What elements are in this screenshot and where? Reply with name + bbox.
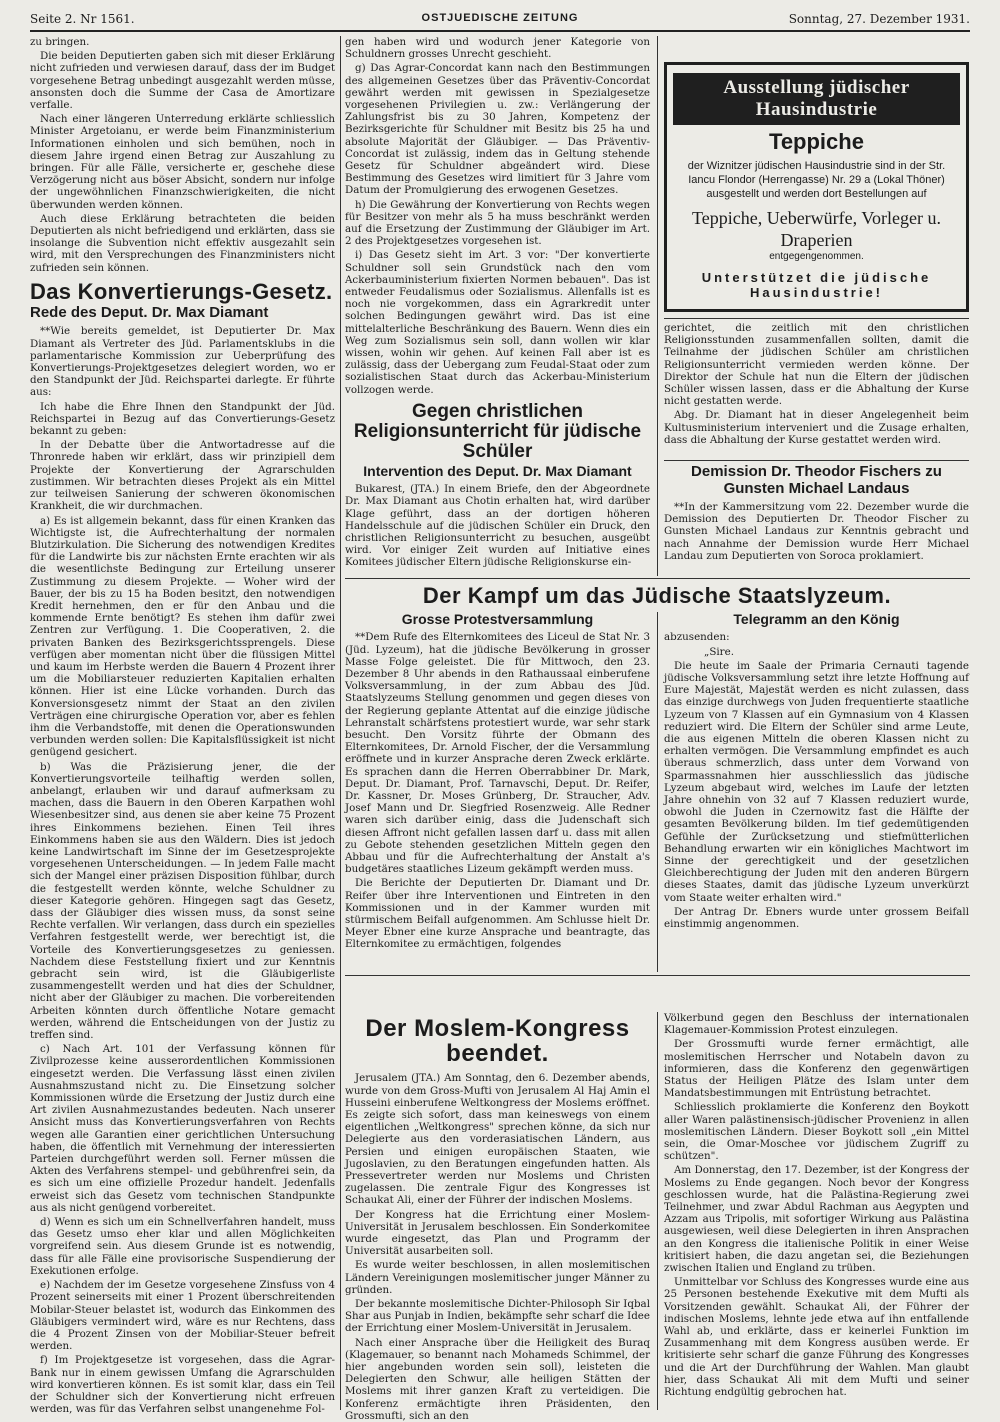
article-paragraph: Der Kongress hat die Errichtung einer Moslem-Universität in Jerusalem beschlossen. Ein Sonderkomitee wurde eingesetzt, das Plan und Programm der Universität ausarbeiten soll. (345, 1208, 650, 1258)
section-rule (664, 318, 969, 319)
article-paragraph: Völkerbund gegen den Beschluss der internationalen Klagemauer-Kommission Protest einzulegen. (664, 1012, 969, 1037)
page-number: Seite 2. Nr 1561. (30, 12, 135, 26)
ad-items: Teppiche, Ueberwürfe, Vorleger u. Draperien (692, 208, 941, 250)
article-paragraph: a) Es ist allgemein bekannt, dass für einen Kranken das Wichtigste ist, die Aufrechterhaltung der normalen Blutzirkulation. Die Sicherung des notwendigen Kredites für die Landwirte bis zur nächsten Ernte erachten wir als die wesentlichste Bedingung zur Erteilung unserer Zustimmung zu diesem Projekte. — Woher wird der Bauer, der bis zu 15 ha Boden besitzt, den notwendigen Kredit hernehmen, den er für den Anbau und die kommende Ernte benötigt? Es stehen ihm dafür zwei Zentren zur Verfügung. 1. Die Cooperativen, 2. die privaten Banken des Bezirksgerichtssprengels. Diese verfügen aber momentan nicht über die flüssigen Mittel und kaum im Herbste werden die Bauern 4 Prozent ihrer um die Mobiliarsteuer reduzierten Kapitalien erhalten können. Hier ist eine Lücke vorhanden. Durch das Konversionsgesetz nimmt der Staat an den zivilen Verträgen eine chirurgische Operation vor, aber es fehlen ihm die Verbandstoffe, mit denen die Operationswunden verbunden werden sollen: Die Kapitalsflüssigkeit ist nicht genügend gesichert. (30, 514, 335, 759)
column-rule (340, 36, 341, 1410)
article-paragraph: Am Donnerstag, den 17. Dezember, ist der Kongress der Moslems zu Ende gegangen. Noch bevor der Kongress geschlossen wurde, hat die Palästina-Regierung zwei Teilnehmer, und zwar Abdul Rachman aus Aegypten und Azzam aus Tripolis, mit sofortiger Wirkung aus Palästina ausgewiesen, weil diese Delegierten in ihren Ansprachen an den Kongress die italienische Politik in einer Weise kritisiert haben, die dazu angetan sei, die Beziehungen zwischen Italien und England zu trüben. (664, 1164, 969, 1275)
article-headline-moslem: Der Moslem-Kongress beendet. (365, 1015, 630, 1068)
issue-date: Sonntag, 27. Dezember 1931. (788, 12, 970, 26)
article-paragraph: „Sire. (704, 645, 734, 658)
article-headline-staatslyzeum: Der Kampf um das Jüdische Staatslyzeum. (422, 583, 892, 608)
column-2 (345, 36, 650, 569)
article-headline-demission: Demission Dr. Theodor Fischers zu Gunsten Michael Landaus (691, 463, 942, 497)
article-paragraph: Unmittelbar vor Schluss des Kongresses wurde eine aus 25 Personen bestehende Exekutive mit dem Mufti als Vorsitzenden gewählt. Schaukat Ali, der Führer der indischen Moslems, lehnte jede etwa auf ihn entfallende Wahl ab, und erklärte, dass er keinerlei Funktion im Zusammenhang mit dem Kongress ausüben werde. Er kritisierte sehr scharf die ganze Führung des Kongresses und die Art der Durchführung der Wahlen. Man glaubt hier, dass Schaukat Ali mit dem Mufti und seiner Richtung endgültig gebrochen hat. (664, 1276, 969, 1399)
article-paragraph: **In der Kammersitzung vom 22. Dezember wurde die Demission des Deputierten Dr. Theodor Fischer zu Gunsten Michael Landaus zur Kenntnis gebracht und nach Annahme der Demission wurde Herr Michael Landau zum Deputierten von Soroca proklamiert. (664, 501, 969, 562)
article-paragraph: Bukarest, (JTA.) In einem Briefe, den der Abgeordnete Dr. Max Diamant aus Chotin erhalten hat, wird darüber Klage geführt, dass an der dortigen höheren Handelsschule auf die jüdischen Schüler ein Druck, den christlichen Religionsunterricht zu besuchen, ausgeübt wird. Vor einiger Zeit wurden auf Initiative eines Komitees jüdischer Eltern jüdische Religionskurse ein- (345, 483, 650, 569)
column-3-lower (664, 322, 969, 578)
article-paragraph: i) Das Gesetz sieht im Art. 3 vor: "Der konvertierte Schuldner soll sein Grundstück nach den vom Ackerbauministerium fixierten Normen bebauen". Das ist entweder Feudalismus oder Sozialismus. Allenfalls ist es noch nie vorgekommen, dass ein Agrarkredit unter solchen Bedingungen gewährt wird. Das ist eine mittelalterliche Beschränkung des Bauern. Wenn dies ein Weg zum Sozialismus sein soll, dann wollen wir klar wissen, wohin wir gehen. Auf keinen Fall aber ist es zulässig, dass der Uebergang zum Feudal-Staat oder zum sozialistischen Staat durch das Ackerbau-Ministerium vollzogen werde. (345, 249, 650, 396)
article-paragraph: Auch diese Erklärung betrachteten die beiden Deputierten als nicht befriedigend und erklärten, dass sie insolange die Subvention nicht effektiv ausgezahlt sein wird, mit den Versprechungen des Finanzministers nicht zufrieden sein können. (30, 212, 335, 274)
article-paragraph: b) Was die Präzisierung jener, die der Konvertierungsvorteile teilhaftig werden sollen, anbelangt, erlauben wir und darauf aufmerksam zu machen, dass die Bauern in den Oberen Karpathen wohl Wiesenbesitzer sind, aus denen sie aber keine 75 Prozent ihres Einkommens beziehen. Einen Teil ihres Einkommens haben sie aus den Wäldern. Dies ist jedoch keine Landwirtschaft im Sinne der im Gesetzesprojekte vorgesehenen Unterscheidungen. — In jedem Falle macht sich der Mangel einer präzisen Disposition fühlbar, durch die festgestellt werden könnte, welche Schuldner zu dieser Kategorie gehören. Hingegen sagt das Gesetz, dass der Gläubiger dies wissen muss, da sonst seine Rechte verfallen. Wir verlangen, dass durch ein spezielles Verfahren festgestellt werde, wer berechtigt ist, die Vorteile des Konvertierungsgesetzes zu geniessen. Nachdem diese Feststellung fixiert und zur Kenntnis gebracht sein wird, ist die Gläubigerliste zusammengestellt werden und hat dies der Schuldner, nicht aber der Gläubiger zu machen. Die vorbereitenden Arbeiten könnten durch öffentliche Notare gemacht werden, während die Entscheidungen von der Justiz zu treffen sind. (30, 760, 335, 1042)
ad-slogan: Unterstützet die jüdische Hausindustrie! (701, 270, 932, 300)
article-paragraph: Nach einer Ansprache über die Heiligkeit des Buraq (Klagemauer, so benannt nach Mohameds Schimmel, der hier angebunden worden sein soll), leisteten die Delegierten den Schwur, alle heiligen Stätten der Moslems mit ihrer ganzen Kraft zu verteidigen. Die Konferenz ermächtigte ihren Präsidenten, den Grossmufti, sich an den (345, 1336, 650, 1422)
section-rule (345, 975, 970, 976)
column-1 (30, 36, 335, 1416)
article-paragraph: Es wurde weiter beschlossen, in allen moslemitischen Ländern Vereinigungen moslemitischer junger Männer zu gründen. (345, 1259, 650, 1296)
article-paragraph: zu bringen. (30, 36, 90, 48)
article-paragraph: abzusenden: (664, 631, 730, 644)
column-rule (657, 36, 658, 576)
article-paragraph: Ich habe die Ehre Ihnen den Standpunkt der Jüd. Reichspartei in Bezug auf das Convertierungs-Gesetz bekannt zu geben: (30, 400, 335, 438)
article-paragraph: Der Grossmufti wurde ferner ermächtigt, alle moslemitischen Herrscher und Notabeln davon zu informieren, dass die Konferenz den gegenwärtigen Status der Heiligen Plätze des Islam unter dem Mandatsbestimmungen mit Entrüstung betrachtet. (664, 1038, 969, 1100)
article-paragraph: Die Berichte der Deputierten Dr. Diamant und Dr. Reifer über ihre Interventionen und Eintreten in den Kommissionen und in der Kammer wurden mit stürmischem Beifall aufgenommen. Am Schlusse hielt Dr. Meyer Ebner eine kurze Ansprache und beantragte, das Elternkomitee zu ermächtigen, folgendes (345, 877, 650, 951)
article-paragraph: gen haben wird und wodurch jener Kategorie von Schuldnern grosses Unrecht geschieht. (345, 36, 650, 61)
newspaper-title: OSTJUEDISCHE ZEITUNG (421, 12, 579, 24)
moslem-left (345, 1012, 650, 1422)
article-headline-religion: Gegen christlichen Religionsunterricht für jüdische Schüler (353, 400, 642, 462)
ad-banner: Ausstellung jüdischer Hausindustrie (673, 73, 960, 125)
article-paragraph: d) Wenn es sich um ein Schnellverfahren handelt, muss das Gesetz umso eher klar und allen Möglichkeiten vorgreifend sein. Aus diesem Grunde ist es notwendig, dass für alle Fälle eine provisorische Suspendierung der Exekutionen erfolge. (30, 1216, 335, 1277)
article-subheadline: Intervention des Deput. Dr. Max Diamant (363, 462, 632, 479)
article-paragraph: **Wie bereits gemeldet, ist Deputierter Dr. Max Diamant als Vertreter des Jüd. Parlamentsklubs in die parlamentarische Kommission zur Ueberprüfung des Konvertierungs-Projektgesetzes delegiert worden, wo er den Standpunkt der Jüd. Reichspartei darlegte. Er führte aus: (30, 325, 335, 399)
article-paragraph: Abg. Dr. Diamant hat in dieser Angelegenheit beim Kultusministerium interveniert und die Zusage erhalten, dass die Abhaltung der Kurse gestattet werden wird. (664, 409, 969, 446)
article-paragraph: Nach einer längeren Unterredung erklärte schliesslich Minister Argetoianu, er werde beim Finanzministerium Informationen einholen und sich bemühen, noch in diesem Jahre irgend einen Betrag zur Auszahlung zu bringen. Für alle Fälle, versicherte er, geschehe diese Verzögerung nicht aus böser Absicht, sondern nur infolge der ungewöhnlichen Finanzschwierigkeiten, die nicht überwunden werden können. (30, 113, 335, 211)
article-paragraph: f) Im Projektgesetze ist vorgesehen, dass die Agrar-Bank nur in einem gewissen Umfang die Agrarschulden wird konvertieren können. Es ist somit klar, dass ein Teil der Schuldner sich der Konvertierung nicht erfreuen werden, was für das Verfahren selbst unangenehme Fol- (30, 1354, 335, 1416)
ad-accepted: entgegengenommen. (769, 251, 864, 262)
column-rule (657, 1012, 658, 1410)
article-paragraph: **Dem Rufe des Elternkomitees des Liceul de Stat Nr. 3 (Jüd. Lyzeum), hat die jüdische Bevölkerung in grosser Masse Folge geleistet. Die für Mittwoch, den 23. Dezember 8 Uhr abends in den Rathaussaal einberufene Volksversammlung, in der zum Abbau des Jüd. Staatslyzeums Stellung genommen und gegen dieses von der Regierung geplante Attentat auf die einzige jüdische Lehranstalt schärfstens protestiert wurde, war sehr stark besucht. Den Vorsitz führte der Obmann des Elternkomitees, Dr. Arnold Fischer, der die Versammlung eröffnete und in kurzer Ansprache deren Zweck erklärte. Es sprachen dann die Herren Oberrabbiner Dr. Mark, Deput. Dr. Diamant, Prof. Tarnavschi, Deput. Dr. Reifer, Dr. Kassner, Dr. Moses Grünberg, Dr. Straucher, Adv. Josef Mann und Dr. Siegfried Rosenzweig. Alle Redner waren sich darüber einig, dass die Judenschaft sich diesen Affront nicht gefallen lassen darf u. dass mit allen zu Gebote stehenden gesetzlichen Mitteln gegen den Abbau und für die Aufrechterhaltung der Anstalt a's budgetäres staatliches Lizeum gekämpft werden muss. (345, 631, 650, 876)
article-headline-konvertierung: Das Konvertierungs-Gesetz. (30, 278, 333, 304)
page-header (30, 8, 970, 32)
article-subheadline: Grosse Protestversammlung (401, 611, 594, 627)
article-paragraph: h) Die Gewährung der Konvertierung von Rechts wegen für Besitzer von mehr als 5 ha muss beschränkt werden auf die Ersetzung der Zustimmung der Gläubiger im Art. 2 des Projektgesetzes vorgesehen ist. (345, 198, 650, 248)
article-paragraph: Jerusalem (JTA.) Am Sonntag, den 6. Dezember abends, wurde von dem Gross-Mufti von Jerusalem Al Haj Amin el Husseini einberufene Weltkongress der Moslems eröffnet. Es zeigte sich sofort, dass man keineswegs von einem eigentlichen „Weltkongress" sprechen könne, da sich nur Delegierte aus den vorderasiatischen Ländern, aus Persien und einigen europäischen Staaten, wie Jugoslavien, zu den Beratungen eingefunden hatten. Als Pressevertreter werden nur Moslems und Christen zugelassen. Die zentrale Figur des Kongresses ist Schaukat Ali, einer der Führer der indischen Moslems. (345, 1072, 650, 1207)
article-paragraph: g) Das Agrar-Concordat kann nach den Bestimmungen des allgemeinen Gesetzes über das Präventiv-Concordat gewährt werden mit gewissen in Spezialgesetze vorgesehenen Privilegien u. zw.: Verlängerung der Zahlungsfrist bis zu 30 Jahren, Kompetenz der Bezirksgerichte für Schuldner mit Besitz bis 25 ha und absolute Majorität der Gläubiger. — Das Präventiv-Concordat ist zulässig, indem das in Geltung stehende Gesetz für Schuldner abgeändert wird. Diese Bestimmung des Gesetzes wird limitiert für 3 Jahre vom Datum der Promulgierung des erwogenen Gesetzes. (345, 62, 650, 197)
moslem-right (664, 1012, 969, 1410)
article-subheadline: Telegramm an den König (733, 611, 900, 627)
article-paragraph: gerichtet, die zeitlich mit den christlichen Religionsstunden zusammenfallen sollten, damit die Teilnahme der jüdischen Schüler am christlichen Religionsunterricht vermieden werden könne. Der Direktor der Schule hat nun die Eltern der jüdischen Schüler wissen lassen, dass er die Abhaltung der Kurse nicht gestatten werde. (664, 322, 969, 408)
ad-headline: Teppiche (769, 129, 864, 154)
article-paragraph: Schliesslich proklamierte die Konferenz den Boykott aller Waren palästinensisch-jüdischer Provenienz in allen moslemitischen Ländern. Dieser Boykott soll „ein Mittel sein, die Omar-Moschee vor jüdischem Zugriff zu schützen". (664, 1101, 969, 1163)
article-paragraph: Der Antrag Dr. Ebners wurde unter grossem Beifall einstimmig angenommen. (664, 905, 969, 931)
article-paragraph: Die beiden Deputierten gaben sich mit dieser Erklärung nicht zufrieden und verwiesen darauf, dass der im Budget vorgesehene Betrag unbedingt ausgezahlt werden müsse, ansonsten doch die Summe der Casa de Amortizare verfalle. (30, 50, 335, 112)
advertisement-hausindustrie (664, 62, 969, 312)
staatslyzeum-right (664, 612, 969, 972)
article-paragraph: e) Nachdem der im Gesetze vorgesehene Zinsfuss von 4 Prozent seinerseits mit einer 1 Prozent überschreitenden Mobilar-Steuer belastet ist, wodurch das Einkommen des Gläubigers vermindert wird, wäre es nur Rechtens, dass die 4 Prozent Zinsen von der Mobiliar-Steuer befreit werden. (30, 1279, 335, 1353)
article-paragraph: c) Nach Art. 101 der Verfassung können für Zivilprozesse keine ausserordentlichen Kommissionen eingesetzt werden. Die Verfassung lässt einen zivilen Ausnahmszustand nicht zu. Die Einsetzung solcher Kommissionen würde die Ersetzung der Justiz durch eine Art zivilen Ausnahmezustandes bedeuten. Nach unserer Ansicht muss das Konvertierungsverfahren von Rechts wegen alle Garantien einer gerichtlichen Untersuchung haben, die öffentlich mit Vernehmung der interessierten Parteien durchgeführt werden soll. Ferner müssen die Akten des Verfahrens stempel- und gebührenfrei sein, da es sich um eine offizielle Prozedur handelt. Jedenfalls erweist sich das Gesetz vom technischen Standpunkte aus als nicht genügend vorbereitet. (30, 1043, 335, 1214)
staatslyzeum-left (345, 612, 650, 972)
article-paragraph: In der Debatte über die Antwortadresse auf die Thronrede haben wir erklärt, dass wir prinzipiell dem Projekte der Konvertierung der Agrarschulden zustimmen. Wir betrachten dieses Projekt als ein Mittel zur teilweisen Sanierung der schweren ökonomischen Krankheit, die wir durchmachen. (30, 439, 335, 513)
article-subheadline: Rede des Deput. Dr. Max Diamant (30, 303, 269, 321)
column-rule (657, 612, 658, 972)
ad-text: der Wiznitzer jüdischen Hausindustrie sind in der Str. Iancu Flondor (Herrengasse) Nr. 29 a (Lokal Thöner) ausgestellt und werden dort Bestellungen auf (687, 160, 946, 200)
article-paragraph: Der bekannte moslemitische Dichter-Philosoph Sir Iqbal Shar aus Punjab in Indien, bekämpfte sehr scharf die Idee der Errichtung einer Moslem-Universität in Jerusalem. (345, 1298, 650, 1335)
article-paragraph: Die heute im Saale der Primaria Cernauti tagende jüdische Volksversammlung setzt ihre letzte Hoffnung auf Eure Majestät, Majestät werden es nicht zulassen, dass das einzige durchwegs von Juden frequentierte staatliche Lyzeum von 7 Klassen auf ein Gymnasium von 4 Klassen reduziert wird. Die Eltern der Schüler sind arme Leute, die aus eigenen Mitteln die oberen Klassen nicht zu erhalten vermögen. Die Versammlung empfindet es auch überaus schmerzlich, dass unter dem Vorwand von Sparmassnahmen hier ausschliesslich das jüdische Lyzeum abgebaut wird, welches im Laufe der letzten Jahre ohnehin von 32 auf 7 Klassen reduziert wurde, obwohl die Juden in Czernowitz fast die Hälfte der gesamten Bevölkerung bilden. Im tief gedemütigenden Gefühle der Zurücksetzung und stiefmütterlichen Behandlung erwarten wir ein königliches Machtwort im Sinne der gerechtigkeit und der gesetzlichen Gleichberechtigung der Juden mit den anderen Bürgern dieses Staates, damit das jüdische Lyzeum unverkürzt vom Staate weiter erhalten wird." (664, 659, 969, 904)
